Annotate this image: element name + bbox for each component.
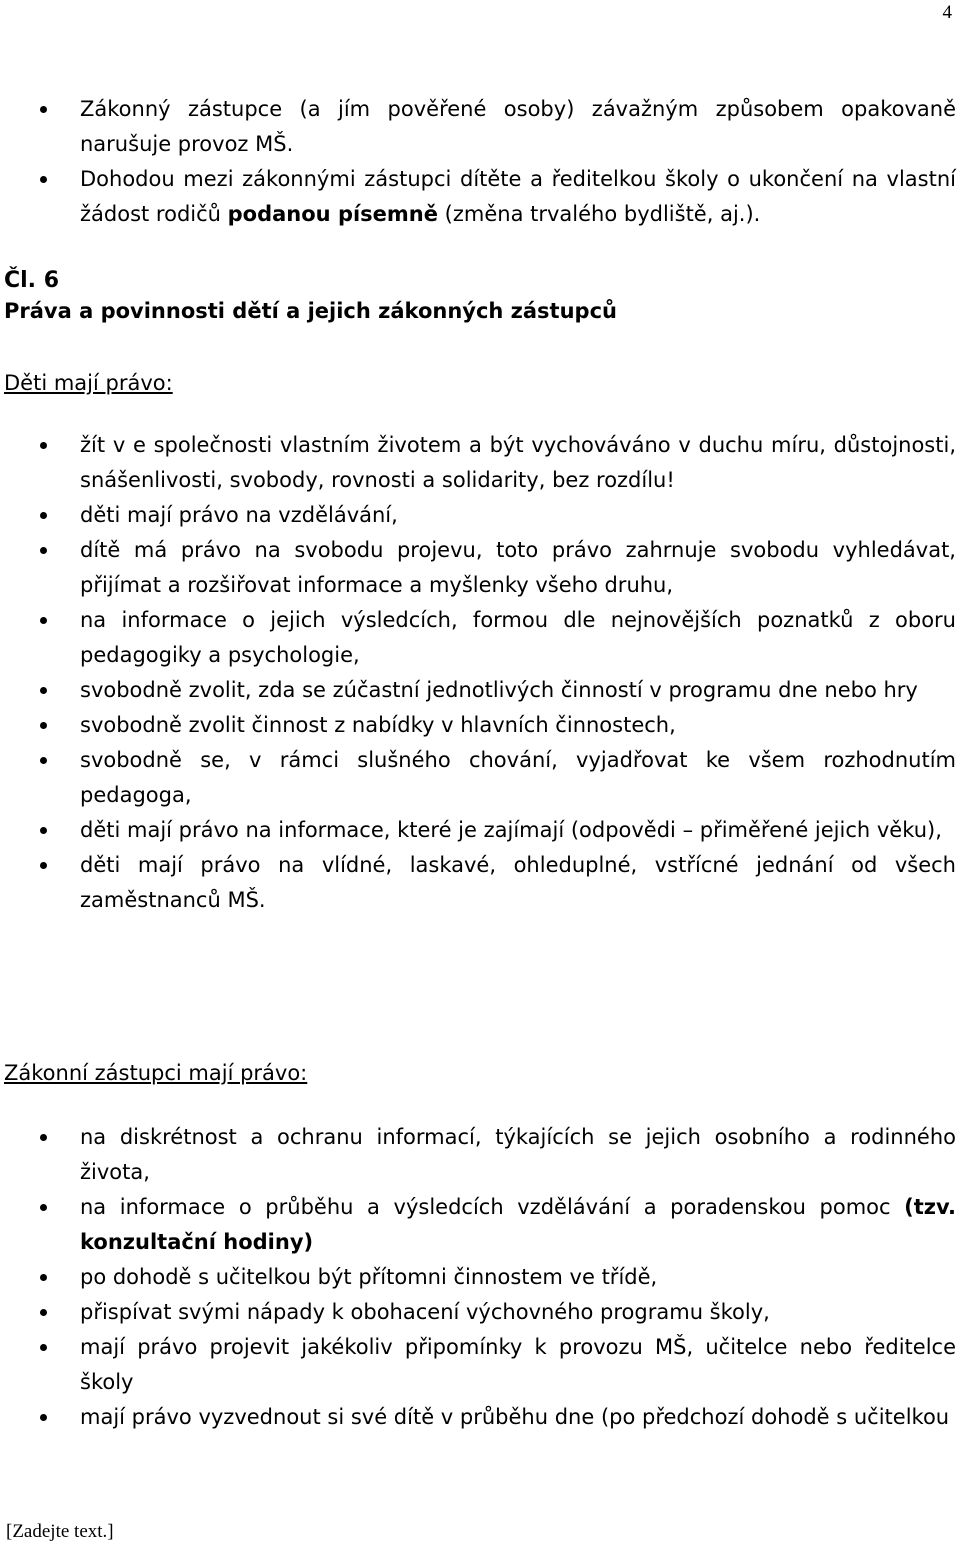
article-title: Práva a povinnosti dětí a jejich zákonných zástupců [4,299,617,323]
list-item: přispívat svými nápady k obohacení výchovného programu školy, [0,1295,960,1330]
footer-placeholder: [Zadejte text.] [6,1521,114,1542]
list-item: po dohodě s učitelkou být přítomni činnostem ve třídě, [0,1260,960,1295]
children-rights-list [0,428,960,918]
list-item: dítě má právo na svobodu projevu, toto právo zahrnuje svobodu vyhledávat, přijímat a rozšiřovat informace a myšlenky všeho druhu, [0,533,960,603]
list-item: na informace o jejich výsledcích, formou dle nejnovějších poznatků z oboru pedagogiky a psychologie, [0,603,960,673]
item-text: na informace o průběhu a výsledcích vzdělávání a poradenskou pomoc [80,1195,905,1219]
list-item: mají právo projevit jakékoliv připomínky k provozu MŠ, učitelce nebo ředitelce školy [0,1330,960,1400]
list-item: svobodně zvolit, zda se zúčastní jednotlivých činností v programu dne nebo hry [0,673,960,708]
item-text: (změna trvalého bydliště, aj.). [438,202,761,226]
list-item [0,162,960,232]
guardians-rights-list [0,1120,960,1435]
item-bold-text: (tzv. konzultační hodiny) [80,1195,956,1254]
list-item: Zákonný zástupce (a jím pověřené osoby) závažným způsobem opakovaně narušuje provoz MŠ. [0,92,960,162]
list-item: děti mají právo na vzdělávání, [0,498,960,533]
article-heading [4,266,617,326]
list-item: svobodně se, v rámci slušného chování, vyjadřovat ke všem rozhodnutím pedagoga, [0,743,960,813]
guardians-rights-heading: Zákonní zástupci mají právo: [4,1061,308,1085]
list-item: svobodně zvolit činnost z nabídky v hlavních činnostech, [0,708,960,743]
list-item: mají právo vyzvednout si své dítě v průběhu dne (po předchozí dohodě s učitelkou [0,1400,960,1435]
children-rights-heading: Děti mají právo: [4,371,173,395]
article-number: Čl. 6 [4,268,60,293]
list-item: děti mají právo na informace, které je zajímají (odpovědi – přiměřené jejich věku), [0,813,960,848]
list-item: děti mají právo na vlídné, laskavé, ohleduplné, vstřícné jednání od všech zaměstnanců MŠ. [0,848,960,918]
item-bold-text: podanou písemně [227,202,438,226]
list-item: žít v e společnosti vlastním životem a být vychováváno v duchu míru, důstojnosti, snášenlivosti, svobody, rovnosti a solidarity, bez rozdílu! [0,428,960,498]
list-item: na diskrétnost a ochranu informací, týkajících se jejich osobního a rodinného života, [0,1120,960,1190]
intro-list [0,92,960,232]
item-text: Dohodou mezi zákonnými zástupci dítěte a ředitelkou školy o ukončení na vlastní žádost rodičů [80,167,956,226]
list-item [0,1190,960,1260]
page-number: 4 [942,2,952,23]
